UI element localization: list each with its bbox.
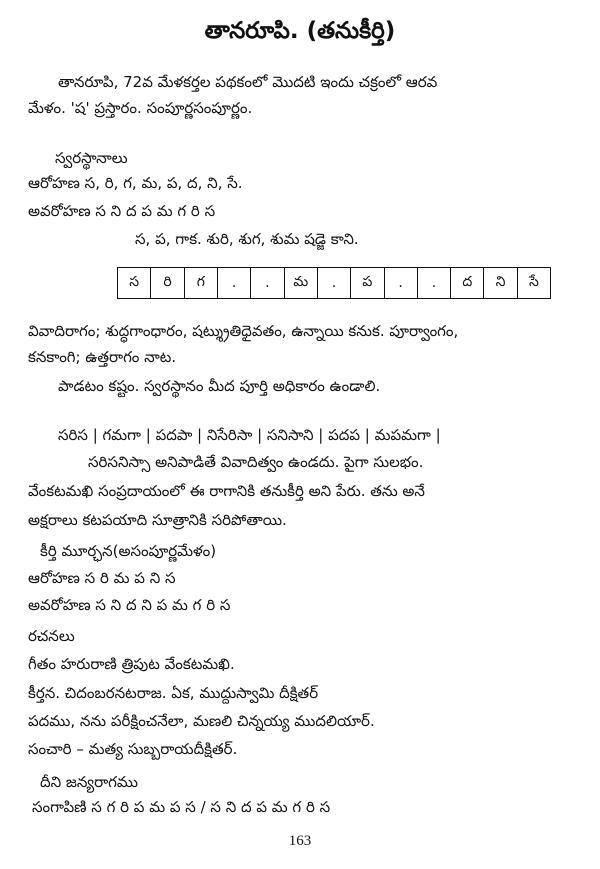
swara-note-line: స, ప, గాక. శురి, శుగ, శుమ షడ్జె కాని.	[135, 230, 359, 248]
difficulty-line: పాడటం కష్టం. స్వరస్థానం మీద పూర్తి అధికారం ఉండాలి.	[58, 377, 381, 395]
venkatamakhi-line-1: వేంకటమఖి సంప్రదాయంలో ఈ రాగానికి తనుకీర్తి అని పేరు. తను అనే	[28, 482, 425, 500]
avarohana-line: అవరోహణ స ని ద ప మ గ రి స	[28, 202, 216, 220]
moorchana-avarohana: అవరోహణ స ని ద ని ప మ గ రి స	[28, 596, 231, 614]
swara-cell: .	[317, 268, 350, 298]
page-title: తానరూపి. (తనుకీర్తి)	[204, 18, 396, 44]
geetham-line: గీతం హరురాణి త్రిపుట వేంకటమఖి.	[28, 655, 235, 673]
swara-cell: ని	[483, 268, 516, 298]
sanchara-phrase-line: సరిస | గమగా | పదపా | నిసేరిసా | సనిసాని | పదప | మపమగా |	[58, 426, 441, 444]
swara-cell: స	[129, 273, 140, 290]
swara-cell: ద	[450, 268, 483, 298]
swara-cell: మ	[284, 268, 317, 298]
sanchari-line: సంచారి – మత్య సుబ్బరాయదీక్షితర్.	[28, 740, 238, 758]
moorchana-arohana: ఆరోహణ స రి మ ప ని స	[28, 569, 176, 587]
vivadi-line-2: కనకాంగి; ఉత్తరాగం నాట.	[28, 348, 177, 366]
page-number: 163	[288, 833, 312, 849]
swara-cell: .	[417, 268, 450, 298]
sanchara-note-line: సరిసనిస్సా అనిపాడితే వివాదిత్వం ఉండదు. పైగా సులభం.	[88, 453, 424, 471]
swara-table	[117, 267, 551, 299]
vivadi-line-1: వివాదిరాగం; శుద్ధగాంధారం, షట్శ్రుతిధైవతం, ఉన్నాయి కనుక. పూర్వాంగం,	[28, 322, 459, 340]
janya-raga-heading: దీని జన్యరాగము	[40, 773, 138, 791]
swara-cell: .	[217, 268, 250, 298]
swara-cell: .	[250, 268, 283, 298]
padamu-line: పదము, నను పరీక్షించనేలా, మణలి చిన్నయ్య ముదలియార్.	[28, 712, 375, 730]
swara-cell: గ	[184, 268, 217, 298]
swara-cell: .	[384, 268, 417, 298]
swara-cell: ప	[350, 268, 383, 298]
moorchana-heading: కీర్తి మూర్ఛన(అసంపూర్ణమేళం)	[40, 542, 217, 560]
janya-raga-line: సంగాపిణి స గ రి ప మ ప స / స ని ద ప మ గ రి స	[32, 798, 331, 816]
swarasthanalu-heading: స్వరస్థానాలు	[55, 149, 128, 167]
venkatamakhi-line-2: అక్షరాలు కటపయాది సూత్రానికి సరిపోతాయి.	[28, 511, 287, 529]
intro-line-1: తానరూపి, 72వ మేళకర్తల పథకంలో మొదటి ఇందు చక్రంలో ఆరవ	[58, 73, 438, 91]
intro-line-2: మేళం. 'ష' ప్రస్తారం. సంపూర్ణసంపూర్ణం.	[28, 99, 253, 117]
arohana-line: ఆరోహణ స, రి, గ, మ, ప, ద, ని, సే.	[28, 174, 243, 192]
swara-cell: సే	[517, 268, 550, 298]
swara-cell: రి	[150, 268, 183, 298]
keerthana-line: కీర్తన. చిదంబరనటరాజ. ఏక, ముద్దుస్వామి దీక్షితర్	[28, 684, 319, 702]
rachanalu-heading: రచనలు	[28, 627, 75, 645]
